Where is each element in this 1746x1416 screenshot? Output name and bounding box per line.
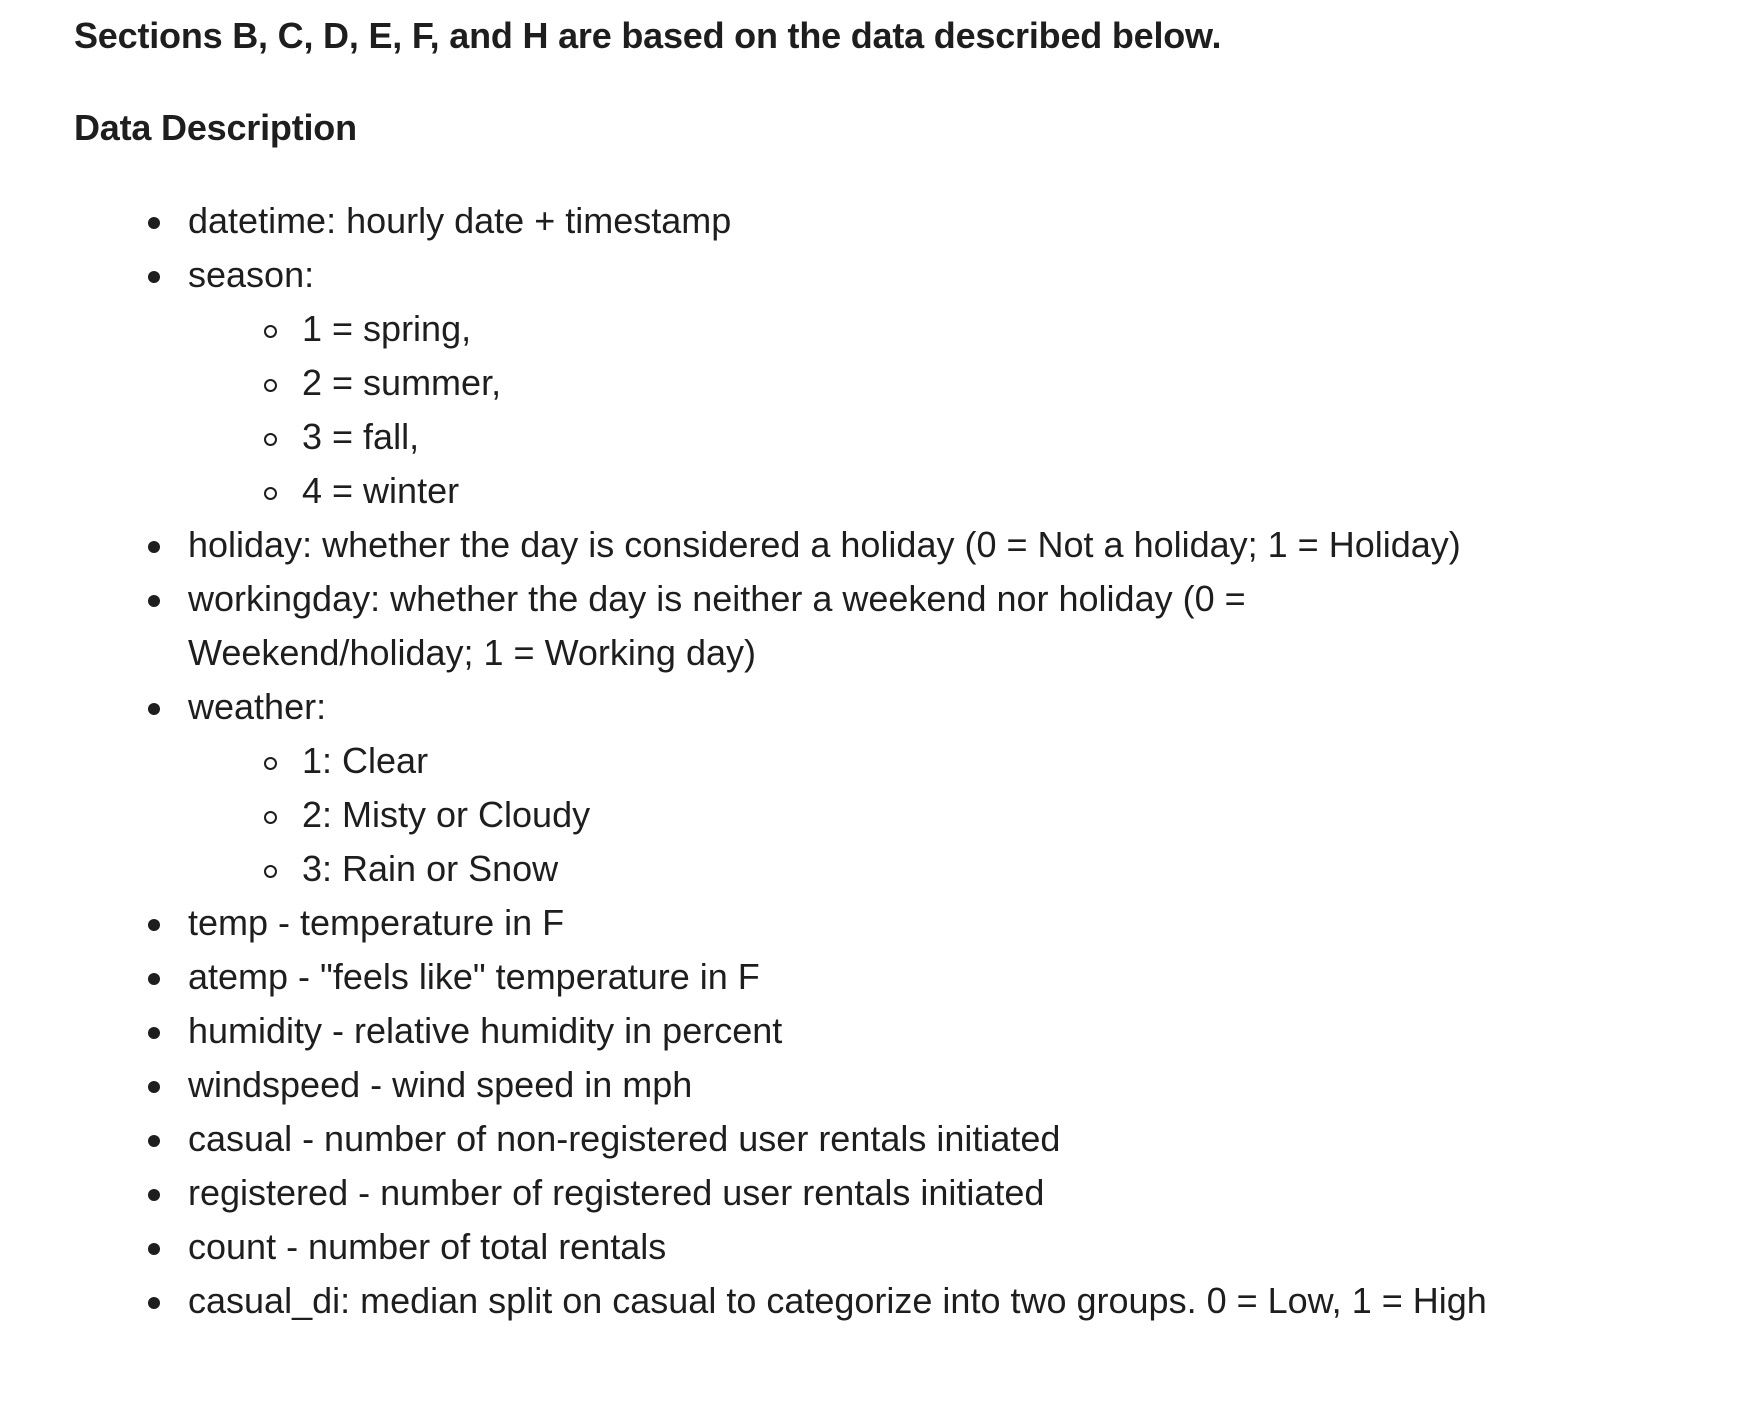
- list-item: [188, 680, 1508, 896]
- list-item-text: workingday: whether the day is neither a weekend nor holiday (0 = Weekend/holiday; 1 = Working day): [188, 578, 1246, 673]
- bullet-icon: [148, 1027, 160, 1039]
- list-item: [188, 1220, 1508, 1274]
- bullet-icon: [148, 217, 160, 229]
- sub-list-item-text: 1 = spring,: [302, 308, 472, 349]
- section-heading: Data Description: [74, 107, 357, 148]
- circle-bullet-icon: [264, 487, 277, 500]
- circle-bullet-icon: [264, 811, 277, 824]
- sub-list-item-text: 2: Misty or Cloudy: [302, 794, 591, 835]
- list-item: [188, 248, 1508, 518]
- sub-list-item: [302, 302, 1508, 356]
- circle-bullet-icon: [264, 865, 277, 878]
- bullet-icon: [148, 541, 160, 553]
- sub-list-item: [302, 410, 1508, 464]
- bullet-icon: [148, 1189, 160, 1201]
- bullet-icon: [148, 271, 160, 283]
- bullet-icon: [148, 1297, 160, 1309]
- list-item-text: count - number of total rentals: [188, 1226, 667, 1267]
- sub-list-item-text: 3 = fall,: [302, 416, 420, 457]
- bullet-icon: [148, 595, 160, 607]
- list-item-text: temp - temperature in F: [188, 902, 565, 943]
- circle-bullet-icon: [264, 757, 277, 770]
- sub-list-item-text: 4 = winter: [302, 470, 460, 511]
- sub-list-item: [302, 842, 1508, 896]
- sub-list-item-text: 2 = summer,: [302, 362, 502, 403]
- circle-bullet-icon: [264, 433, 277, 446]
- sub-list-item-text: 3: Rain or Snow: [302, 848, 559, 889]
- list-item: [188, 1004, 1508, 1058]
- list-item: [188, 896, 1508, 950]
- list-item: [188, 1058, 1508, 1112]
- data-description-list: [74, 194, 1674, 1328]
- list-item-text: registered - number of registered user rentals initiated: [188, 1172, 1045, 1213]
- season-sublist: [188, 302, 1508, 518]
- bullet-icon: [148, 1135, 160, 1147]
- list-item-text: casual - number of non-registered user rentals initiated: [188, 1118, 1061, 1159]
- circle-bullet-icon: [264, 325, 277, 338]
- document-content: [74, 10, 1674, 1328]
- sub-list-item: [302, 464, 1508, 518]
- weather-sublist: [188, 734, 1508, 896]
- list-item: [188, 1112, 1508, 1166]
- bullet-icon: [148, 973, 160, 985]
- list-item-text: humidity - relative humidity in percent: [188, 1010, 783, 1051]
- sub-list-item: [302, 734, 1508, 788]
- list-item-text: atemp - "feels like" temperature in F: [188, 956, 760, 997]
- sub-list-item: [302, 356, 1508, 410]
- list-item-text: season:: [188, 254, 315, 295]
- bullet-icon: [148, 919, 160, 931]
- sub-list-item-text: 1: Clear: [302, 740, 429, 781]
- list-item-text: datetime: hourly date + timestamp: [188, 200, 732, 241]
- bullet-icon: [148, 1081, 160, 1093]
- list-item-text: weather:: [188, 686, 327, 727]
- sub-list-item: [302, 788, 1508, 842]
- list-item: [188, 572, 1508, 680]
- list-item: [188, 1166, 1508, 1220]
- bullet-icon: [148, 703, 160, 715]
- list-item: [188, 1274, 1508, 1328]
- list-item-text: casual_di: median split on casual to categorize into two groups. 0 = Low, 1 = High: [188, 1280, 1487, 1321]
- circle-bullet-icon: [264, 379, 277, 392]
- intro-text: Sections B, C, D, E, F, and H are based on the data described below.: [74, 15, 1222, 56]
- list-item: [188, 950, 1508, 1004]
- list-item-text: holiday: whether the day is considered a holiday (0 = Not a holiday; 1 = Holiday): [188, 524, 1461, 565]
- bullet-icon: [148, 1243, 160, 1255]
- list-item: [188, 194, 1508, 248]
- list-item-text: windspeed - wind speed in mph: [188, 1064, 693, 1105]
- list-item: [188, 518, 1508, 572]
